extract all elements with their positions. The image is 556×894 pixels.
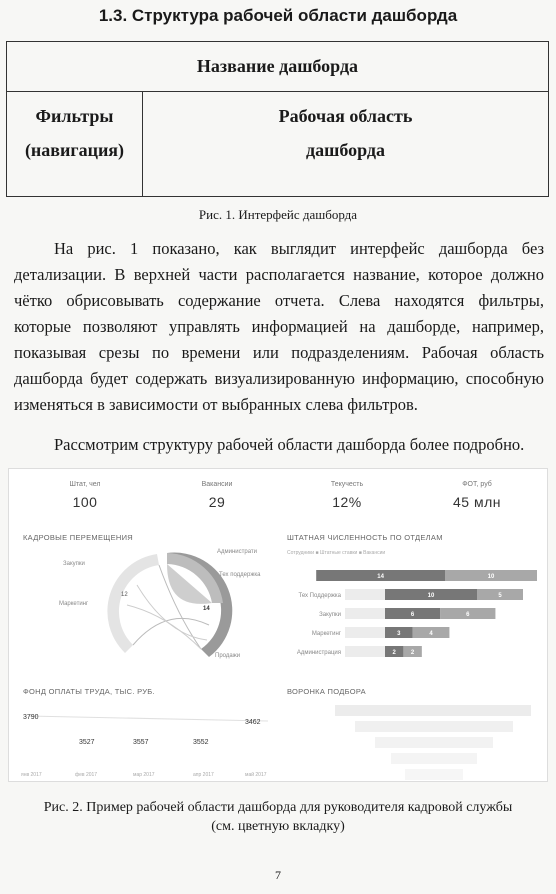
funnel-stage: [355, 721, 513, 732]
funnel-stage: [405, 769, 463, 780]
chord-label-purchases: Закупки: [63, 561, 85, 567]
payroll-axis-label: апр 2017: [193, 772, 214, 778]
headcount-data-label: 2: [410, 650, 415, 656]
headcount-legend: Сотрудники ■ Штатные ставки ■ Вакансии: [287, 550, 386, 556]
chord-label-support: Тех поддержка: [219, 572, 261, 578]
page-number: 7: [275, 868, 281, 882]
movements-title: КАДРОВЫЕ ПЕРЕМЕЩЕНИЯ: [23, 533, 134, 542]
payroll-axis-label: янв 2017: [21, 772, 42, 778]
headcount-data-label: 5: [498, 593, 502, 599]
dashboard-example: [8, 468, 548, 782]
payroll-line: [28, 716, 268, 721]
figure2-caption: [10, 798, 546, 836]
figure2-caption-line2: (см. цветную вкладку): [211, 819, 345, 834]
headcount-title: ШТАТНАЯ ЧИСЛЕННОСТЬ ПО ОТДЕЛАМ: [287, 533, 443, 542]
figure2-caption-line1: Рис. 2. Пример рабочей области дашборда для руководителя кадровой службы: [43, 800, 513, 815]
kpi-headcount: [25, 481, 145, 510]
chord-ribbon-4: [127, 605, 201, 649]
headcount-data-label: 4: [429, 631, 433, 637]
kpi-label: Текучесть: [330, 481, 364, 488]
payroll-value: 3552: [193, 739, 209, 746]
workarea-line1: Рабочая область: [278, 106, 413, 126]
headcount-data-label: 14: [377, 574, 384, 580]
payroll-value: 3790: [23, 714, 39, 721]
payroll-axis-label: мар 2017: [133, 772, 155, 778]
payroll-title: ФОНД ОПЛАТЫ ТРУДА, ТЫС. РУБ.: [23, 687, 155, 696]
chord-value-12: 12: [121, 592, 128, 598]
headcount-data-label: 10: [427, 593, 435, 599]
headcount-category-label: Маркетинг: [311, 631, 341, 637]
chord-value-14: 14: [203, 606, 210, 612]
headcount-data-label: 6: [410, 612, 415, 618]
layout-filters-cell: [7, 91, 143, 196]
headcount-bar-chart: [279, 564, 541, 669]
kpi-label: ФОТ, руб: [462, 481, 492, 488]
funnel-title: ВОРОНКА ПОДБОРА: [287, 687, 366, 696]
dashboard-layout-diagram: [6, 41, 549, 197]
layout-workarea-cell: [143, 91, 548, 196]
chord-ribbon-3: [133, 618, 209, 645]
kpi-turnover: [287, 481, 407, 510]
paragraph-1: На рис. 1 показано, как выглядит интерфейс дашборда без детализации. В верхней части располагается название, которое должно чётко обрисовывать содержание отчета. Слева находятся фильтры, которые позволяют управлять информацией на дашборде, например, показывая срезы по времени или подразделениям. Рабочая область дашборда будет содержать визуализированную информацию, способную изменяться в зависимости от выбранных слева фильтров.: [14, 239, 544, 414]
chord-arc-left: [107, 554, 159, 653]
payroll-value: 3527: [79, 739, 95, 746]
layout-title-cell: Название дашборда: [7, 42, 548, 92]
section-heading: 1.3. Структура рабочей области дашборда: [98, 6, 458, 25]
kpi-label: Вакансии: [201, 481, 233, 488]
kpi-payroll: [417, 481, 537, 510]
funnel-stage: [335, 705, 531, 716]
chord-label-marketing: Маркетинг: [59, 601, 89, 607]
kpi-value: 45 млн: [453, 494, 501, 510]
headcount-data-label: 2: [392, 650, 396, 656]
chord-label-sales: Продажи: [215, 653, 241, 659]
figure1-caption: Рис. 1. Интерфейс дашборда: [198, 207, 358, 222]
kpi-label: Штат, чел: [69, 481, 101, 488]
payroll-value: 3462: [245, 719, 261, 726]
kpi-value: 12%: [332, 494, 362, 510]
payroll-axis-label: фев 2017: [75, 772, 98, 778]
headcount-category-label: Администрация: [296, 650, 341, 656]
headcount-data-label: 6: [466, 612, 470, 618]
kpi-value: 29: [208, 494, 226, 510]
funnel-stage: [375, 737, 493, 748]
workarea-line2: дашборда: [306, 140, 385, 160]
headcount-data-label: 3: [397, 631, 401, 637]
chord-label-admin: Администрати: [217, 549, 258, 555]
payroll-axis-label: май 2017: [245, 772, 267, 778]
kpi-value: 100: [72, 494, 98, 510]
paragraph-2: Рассмотрим структуру рабочей области дашборда более подробно.: [54, 435, 525, 454]
filters-line1: Фильтры: [35, 106, 114, 126]
headcount-category-label: Тех Поддержка: [298, 593, 341, 599]
headcount-data-label: 10: [487, 574, 495, 580]
headcount-category-label: Закупки: [319, 612, 341, 618]
payroll-value: 3557: [133, 739, 149, 746]
funnel-stage: [391, 753, 477, 764]
kpi-vacancies: [157, 481, 277, 510]
filters-line2: (навигация): [24, 140, 125, 160]
